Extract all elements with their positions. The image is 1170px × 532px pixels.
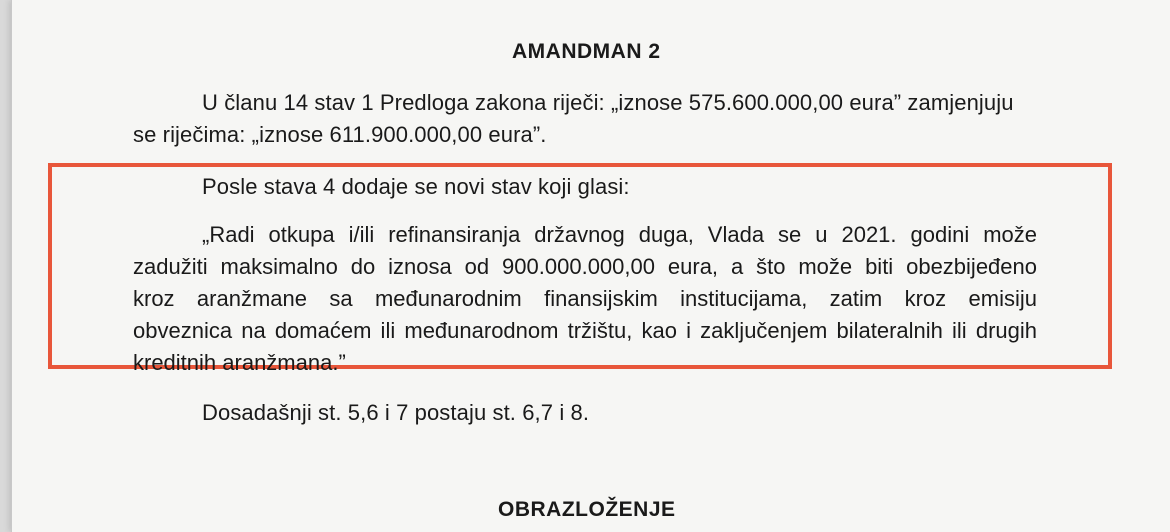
quote-line-4: obveznica na domaćem ili međunarodnom tržištu, kao i zaključenjem bilateralnih ili drugih bbox=[133, 318, 1037, 343]
paragraph-1-line-2: se riječima: „iznose 611.900.000,00 eura”. bbox=[133, 122, 547, 147]
document-page bbox=[12, 0, 1170, 532]
quote-line-5: kreditnih aranžmana.” bbox=[133, 350, 346, 375]
quote-line-3: kroz aranžmane sa međunarodnim finansijskim institucijama, zatim kroz emisiju bbox=[133, 286, 1037, 311]
paragraph-3: Dosadašnji st. 5,6 i 7 postaju st. 6,7 i 8. bbox=[202, 400, 590, 425]
paragraph-2: Posle stava 4 dodaje se novi stav koji glasi: bbox=[202, 174, 630, 199]
paragraph-1-line-1: U članu 14 stav 1 Predloga zakona riječi: „iznose 575.600.000,00 eura” zamjenjuju bbox=[202, 90, 1014, 115]
explanation-heading: OBRAZLOŽENJE bbox=[498, 498, 676, 521]
quote-line-2: zadužiti maksimalno do iznosa od 900.000.000,00 eura, a što može biti obezbijeđeno bbox=[133, 254, 1037, 279]
quote-line-1: „Radi otkupa i/ili refinansiranja državnog duga, Vlada se u 2021. godini može bbox=[202, 222, 1037, 247]
amendment-heading: AMANDMAN 2 bbox=[512, 40, 661, 63]
